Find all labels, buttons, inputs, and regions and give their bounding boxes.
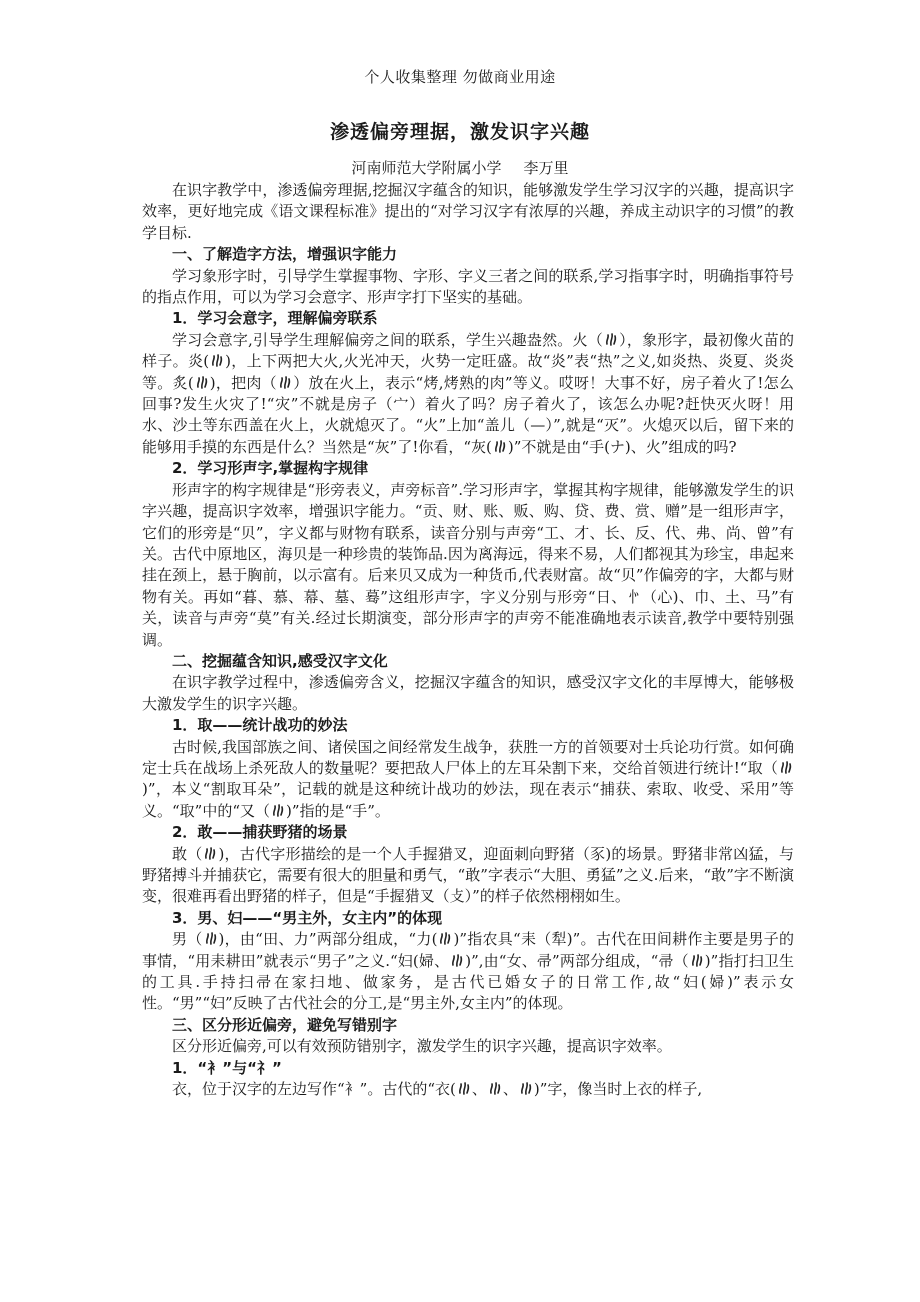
ancient-script-glyph-icon [493, 439, 507, 454]
author-line [0, 157, 920, 178]
section-heading: 3．男、妇——“男主外，女主内”的体现 [172, 908, 443, 927]
section-heading: 2．学习形声字,掌握构字规律 [172, 459, 369, 478]
body-paragraph: 区分形近偏旁,可以有效预防错别字，激发学生的识字兴趣，提高识字效率。 [172, 1037, 672, 1056]
section-heading: 1．学习会意字，理解偏旁联系 [172, 309, 378, 328]
section-heading: 2．敢——捕获野猪的场景 [172, 823, 348, 842]
body-paragraph: 在识字教学过程中，渗透偏旁含义，挖掘汉字蕴含的知识，感受汉字文化的丰厚博大，能够极大激发学生的识字兴趣。 [142, 673, 794, 713]
ancient-script-glyph-icon [604, 332, 618, 347]
ancient-script-glyph-icon [278, 375, 292, 390]
ancient-script-glyph-icon [457, 1081, 471, 1096]
ancient-script-glyph-icon [210, 353, 224, 368]
ancient-script-glyph-icon [195, 375, 209, 390]
body-paragraph: 形声字的构字规律是“形旁表义，声旁标音”.学习形声字，掌握其构字规律，能够激发学生的识字兴趣，提高识字效率，增强识字能力。“贡、财、账、贩、购、贷、费、赏、赠”是一组形声字，它们的形旁是“贝”，字义都与财物有联系，读音分别与声旁“工、才、长、反、代、弗、尚、曾”有关。古代中原地区，海贝是一种珍贵的装饰品.因为离海远，得来不易，人们都视其为珍宝，串起来挂在颈上，悬于胸前，以示富有。后来贝又成为一种货币,代表财富。故“贝”作偏旁的字，大都与财物有关。再如“暮、慕、幕、墓、蓦”这组形声字，字义分别与形旁“日、㣺（心)、巾、土、马”有关，读音与声旁“莫”有关.经过长期演变，部分形声字的声旁不能准确地表示读音,教学中要特别强调。 [142, 480, 794, 649]
ancient-script-glyph-icon [450, 953, 464, 968]
author-school: 河南师范大学附属小学 [351, 159, 502, 177]
section-heading: 三、区分形近偏旁，避免写错别字 [172, 1015, 398, 1034]
body-paragraph: 在识字教学中，渗透偏旁理据,挖掘汉字蕴含的知识，能够激发学生学习汉字的兴趣，提高识字效率，更好地完成《语文课程标准》提出的“对学习汉字有浓厚的兴趣，养成主动识字的习惯”的教学目标. [142, 181, 794, 242]
ancient-script-glyph-icon [779, 760, 793, 775]
ancient-script-glyph-icon [203, 846, 217, 861]
body-paragraph: 男（ )，由“田、力”两部分组成，“力( )”指农具“耒（犁)”。古代在田间耕作主要是男子的事情，“用耒耕田”就表示“男子”之义.“妇(婦、 )”,由“女、帚”两部分组成，“帚（ )”指打扫卫生的工具.手持扫帚在家扫地、做家务，是古代已婚女子的日常工作,故“妇(婦)”表示女性。“男”“妇”反映了古代社会的分工,是“男主外,女主内”的体现。 [142, 930, 795, 1013]
body-paragraph: 学习会意字,引导学生理解偏旁之间的联系，学生兴趣盎然。火（ ），象形字，最初像火苗的样子。炎( )，上下两把大火,火光冲天，火势一定旺盛。故“炎”表“热”之义,如炎热、炎夏、炎炎等。炙( )，把肉（ ）放在火上，表示“烤,烤熟的肉”等义。哎呀！大事不好，房子着火了!怎么回事?发生火灾了!“灾”不就是房子（宀）着火了吗？房子着火了，该怎么办呢?赶快灭火呀！用水、沙土等东西盖在火上，火就熄灭了。“火”上加“盖儿（—）”,就是“灭”。火熄灭以后，留下来的能够用手摸的东西是什么？当然是“灰”了!你看，“灰( )”不就是由“手(ナ)、火”组成的吗? [142, 330, 794, 456]
ancient-script-glyph-icon [438, 931, 452, 946]
section-heading: 二、挖掘蕴含知识,感受汉字文化 [172, 651, 388, 670]
body-paragraph: 古时候,我国部族之间、诸侯国之间经常发生战争，获胜一方的首领要对士兵论功行赏。如何确定士兵在战场上杀死敌人的数量呢？要把敌人尸体上的左耳朵割下来，交给首领进行统计!“取（ )”，本义“割取耳朵”，记载的就是这种统计战功的妙法，现在表示“捕获、索取、收受、采用”等义。“取”中的“又（ )”指的是“手”。 [142, 737, 794, 820]
ancient-script-glyph-icon [690, 953, 704, 968]
article-body [142, 180, 794, 1100]
body-paragraph: 衣，位于汉字的左边写作“衤”。古代的“衣( 、 、 )”字，像当时上衣的样子, [172, 1080, 703, 1099]
page-header: 个人收集整理 勿做商业用途 [364, 68, 556, 86]
ancient-script-glyph-icon [271, 803, 285, 818]
body-paragraph: 学习象形字时，引导学生掌握事物、字形、字义三者之间的联系,学习指事字时，明确指事符号的指点作用，可以为学习会意字、形声字打下坚实的基础。 [142, 266, 794, 307]
article-title: 渗透偏旁理据，激发识字兴趣 [329, 121, 590, 143]
ancient-script-glyph-icon [204, 931, 218, 946]
section-heading: 1．“衤”与“礻” [172, 1058, 282, 1077]
author-name: 李万里 [523, 159, 569, 177]
ancient-script-glyph-icon [488, 1081, 502, 1096]
section-heading: 一、了解造字方法，增强识字能力 [172, 245, 398, 264]
ancient-script-glyph-icon [519, 1081, 533, 1096]
body-paragraph: 敢（ )，古代字形描绘的是一个人手握猎叉，迎面刺向野猪（豕)的场景。野猪非常凶猛，与野猪搏斗并捕获它，需要有很大的胆量和勇气，“敢”字表示“大胆、勇猛”之义.后来，“敢”字不断演变，很难再看出野猪的样子，但是“手握猎叉（攴）”的样子依然栩栩如生。 [142, 844, 794, 906]
section-heading: 1．取——统计战功的妙法 [172, 716, 348, 735]
